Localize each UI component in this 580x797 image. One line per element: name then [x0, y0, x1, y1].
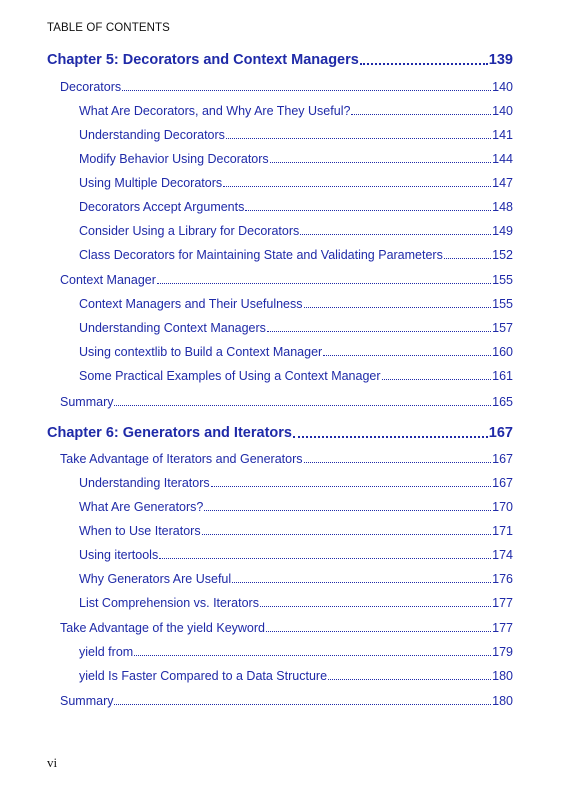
toc-entry-page: 155	[492, 297, 513, 311]
toc-entry-title: Take Advantage of the yield Keyword	[60, 621, 265, 635]
toc-entry-sub[interactable]	[79, 476, 513, 490]
toc-entry-page: 155	[492, 273, 513, 287]
toc-entry-section[interactable]	[60, 80, 513, 94]
dot-leader	[211, 485, 492, 487]
toc-entry-section[interactable]	[60, 621, 513, 635]
toc-entry-chapter[interactable]	[47, 425, 513, 441]
dot-leader	[157, 282, 491, 284]
dot-leader	[328, 678, 491, 680]
toc-entry-page: 170	[492, 500, 513, 514]
toc-entry-sub[interactable]	[79, 200, 513, 214]
dot-leader	[159, 557, 491, 559]
toc-entry-page: 160	[492, 345, 513, 359]
toc-entry-title: Context Manager	[60, 273, 156, 287]
toc-entry-page: 147	[492, 176, 513, 190]
toc-entry-page: 167	[492, 452, 513, 466]
dot-leader	[202, 533, 492, 535]
toc-entry-page: 174	[492, 548, 513, 562]
toc-entry-page: 180	[492, 694, 513, 708]
toc-entry-sub[interactable]	[79, 152, 513, 166]
toc-entry-sub[interactable]	[79, 500, 513, 514]
toc-entry-page: 161	[492, 369, 513, 383]
toc-entry-sub[interactable]	[79, 596, 513, 610]
dot-leader	[204, 509, 491, 511]
toc-entry-title: Some Practical Examples of Using a Context Manager	[79, 369, 381, 383]
page-number-folio: vi	[47, 755, 58, 770]
toc-entry-title: Take Advantage of Iterators and Generators	[60, 452, 303, 466]
dot-leader	[444, 257, 491, 259]
dot-leader	[226, 137, 491, 139]
toc-entry-sub[interactable]	[79, 224, 513, 238]
toc-entry-page: 140	[492, 80, 513, 94]
dot-leader	[223, 185, 491, 187]
dot-leader	[114, 703, 491, 705]
toc-entry-title: Decorators	[60, 80, 122, 94]
toc-entry-page: 171	[492, 524, 513, 538]
dot-leader	[134, 654, 491, 656]
toc-entry-title: Consider Using a Library for Decorators	[79, 224, 300, 238]
dot-leader	[382, 378, 492, 380]
dot-leader	[114, 404, 491, 406]
toc-entry-page: 140	[492, 104, 513, 118]
toc-entry-page: 149	[492, 224, 513, 238]
dot-leader	[122, 89, 491, 91]
toc-entry-title: Understanding Decorators	[79, 128, 225, 142]
toc-entry-sub[interactable]	[79, 572, 513, 586]
toc-entry-page: 167	[492, 476, 513, 490]
toc-entry-sub[interactable]	[79, 297, 513, 311]
toc-entry-title: yield from	[79, 645, 134, 659]
toc-entry-title: Using itertools	[79, 548, 159, 562]
toc-entry-sub[interactable]	[79, 321, 513, 335]
toc-entry-title: Chapter 6: Generators and Iterators	[47, 425, 292, 441]
dot-leader	[260, 605, 491, 607]
toc-entry-title: Context Managers and Their Usefulness	[79, 297, 303, 311]
toc-entry-title: Using contextlib to Build a Context Manager	[79, 345, 323, 359]
toc-entry-title: List Comprehension vs. Iterators	[79, 596, 259, 610]
dot-leader	[351, 113, 491, 115]
toc-entry-page: 141	[492, 128, 513, 142]
toc-entry-sub[interactable]	[79, 104, 513, 118]
toc-entry-sub[interactable]	[79, 548, 513, 562]
toc-entry-section[interactable]	[60, 273, 513, 287]
toc-entry-sub[interactable]	[79, 645, 513, 659]
toc-entry-title: When to Use Iterators	[79, 524, 201, 538]
toc-entry-chapter[interactable]	[47, 52, 513, 68]
toc-entry-sub[interactable]	[79, 669, 513, 683]
dot-leader	[323, 354, 491, 356]
toc-entry-title: What Are Decorators, and Why Are They Useful?	[79, 104, 351, 118]
dot-leader	[304, 461, 492, 463]
toc-entry-page: 180	[492, 669, 513, 683]
toc-entry-title: Using Multiple Decorators	[79, 176, 223, 190]
toc-entry-page: 179	[492, 645, 513, 659]
dot-leader	[293, 435, 488, 438]
dot-leader	[300, 233, 491, 235]
toc-entry-page: 165	[492, 395, 513, 409]
dot-leader	[232, 581, 491, 583]
toc-entry-title: What Are Generators?	[79, 500, 204, 514]
dot-leader	[266, 630, 491, 632]
toc-entry-sub[interactable]	[79, 248, 513, 262]
toc-entry-title: Chapter 5: Decorators and Context Managers	[47, 52, 359, 68]
dot-leader	[245, 209, 491, 211]
toc-entry-page: 152	[492, 248, 513, 262]
toc-entry-page: 157	[492, 321, 513, 335]
toc-entry-title: Summary	[60, 395, 114, 409]
dot-leader	[267, 330, 491, 332]
toc-entry-title: Understanding Iterators	[79, 476, 210, 490]
dot-leader	[304, 306, 492, 308]
dot-leader	[270, 161, 491, 163]
toc-entry-page: 176	[492, 572, 513, 586]
toc-entry-sub[interactable]	[79, 369, 513, 383]
toc-entry-page: 139	[488, 52, 513, 68]
toc-entry-title: Decorators Accept Arguments	[79, 200, 245, 214]
toc-entry-title: Understanding Context Managers	[79, 321, 266, 335]
dot-leader	[360, 62, 488, 65]
toc-entry-title: yield Is Faster Compared to a Data Structure	[79, 669, 328, 683]
toc-entry-sub[interactable]	[79, 128, 513, 142]
toc-entry-title: Modify Behavior Using Decorators	[79, 152, 269, 166]
toc-entry-section[interactable]	[60, 395, 513, 409]
toc-entry-page: 177	[492, 621, 513, 635]
toc-entry-sub[interactable]	[79, 176, 513, 190]
toc-entry-section[interactable]	[60, 694, 513, 708]
toc-entry-title: Class Decorators for Maintaining State and Validating Parameters	[79, 248, 443, 262]
toc-entry-title: Summary	[60, 694, 114, 708]
toc-entry-page: 148	[492, 200, 513, 214]
toc-entry-page: 177	[492, 596, 513, 610]
toc-entry-sub[interactable]	[79, 345, 513, 359]
toc-entry-title: Why Generators Are Useful	[79, 572, 232, 586]
toc-entry-page: 167	[488, 425, 513, 441]
running-head: TABLE OF CONTENTS	[47, 22, 170, 34]
toc-entry-sub[interactable]	[79, 524, 513, 538]
toc-entry-page: 144	[492, 152, 513, 166]
toc-entry-section[interactable]	[60, 452, 513, 466]
